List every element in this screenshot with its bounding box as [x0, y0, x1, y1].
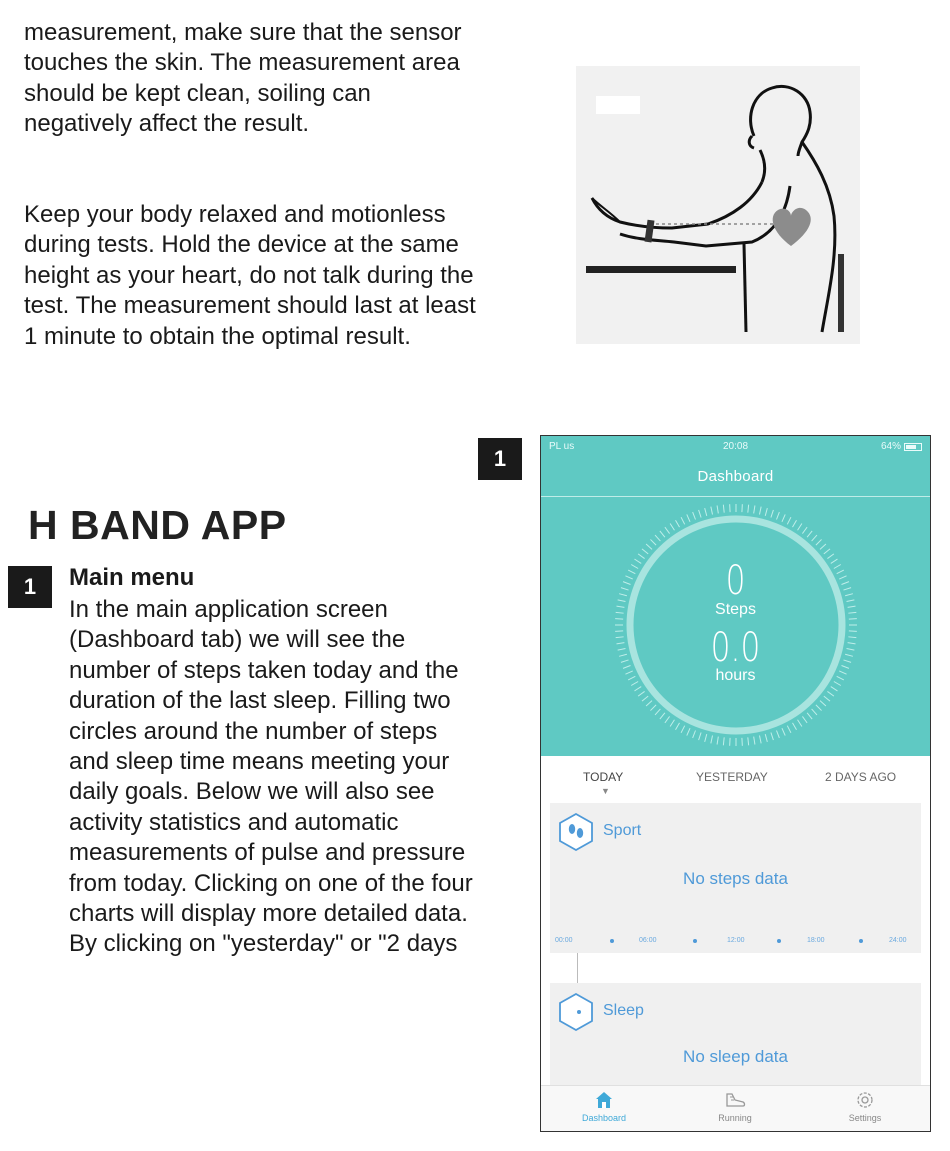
dashboard-header — [541, 436, 930, 756]
timeline-label: 12:00 — [727, 937, 745, 944]
status-bar — [541, 436, 930, 456]
battery-icon — [904, 443, 922, 451]
status-battery-text: 64% — [880, 441, 901, 452]
ring-tick — [812, 535, 817, 541]
ring-tick — [824, 696, 830, 701]
status-right — [881, 441, 922, 452]
ring-tick — [705, 508, 707, 516]
gear-icon — [855, 1090, 875, 1110]
timeline-label: 24:00 — [889, 937, 907, 944]
ring-tick — [816, 705, 822, 711]
item-body: In the main application screen (Dashboard tab) we will see the number of steps taken today and the duration of the last sleep. Filling two circles around the number of steps and sleep time means meeting your daily goals. Below we will also see activity statistics and automatic measurements of pulse and pressure from today. Clicking on one of the four charts will display more detailed data. By clicking on "yesterday" or "2 days — [69, 596, 473, 958]
ring-tick — [802, 716, 807, 722]
ring-tick — [827, 554, 833, 559]
card-connector — [577, 953, 578, 983]
ring-tick — [776, 730, 779, 737]
header-divider — [541, 496, 930, 497]
ring-tick — [748, 737, 749, 745]
ring-tick — [699, 732, 701, 740]
steps-label: Steps — [715, 601, 756, 618]
ring-tick — [787, 517, 791, 524]
ring-tick — [687, 514, 690, 521]
status-carrier: PL us — [549, 441, 575, 452]
ring-tick — [660, 531, 665, 537]
ring-tick — [655, 709, 660, 715]
item-badge: 1 — [8, 566, 52, 608]
tab-today[interactable]: TODAY — [583, 770, 624, 784]
no-sleep-message: No sleep data — [683, 1047, 788, 1066]
moon-icon — [558, 993, 594, 1031]
ring-tick — [802, 527, 807, 533]
ring-tick — [638, 554, 644, 559]
ring-tick — [816, 539, 822, 545]
timeline-label: 06:00 — [639, 937, 657, 944]
sport-card[interactable] — [550, 803, 921, 953]
day-tabs — [541, 756, 930, 802]
ring-tick — [807, 531, 812, 537]
ring-tick — [642, 696, 648, 701]
ring-tick — [812, 709, 817, 715]
nav-settings[interactable] — [825, 1090, 905, 1123]
ring-tick — [782, 728, 785, 735]
nav-running[interactable] — [695, 1090, 775, 1123]
intro-paragraph-1: measurement, make sure that the sensor touches the skin. The measurement area should be kept clean, soiling can negatively affect the result. — [24, 19, 462, 138]
ring-tick — [638, 691, 644, 696]
shoe-icon — [723, 1090, 747, 1110]
ring-tick — [681, 517, 685, 524]
ring-tick — [665, 716, 670, 722]
measurement-posture-illustration — [576, 66, 860, 344]
ring-tick — [687, 728, 690, 735]
ring-tick — [717, 737, 718, 745]
app-screenshot — [540, 435, 931, 1132]
ring-tick — [670, 720, 674, 727]
sleep-card[interactable] — [550, 983, 921, 1085]
ring-tick — [754, 505, 755, 513]
timeline-label: 18:00 — [807, 937, 825, 944]
ring-tick — [711, 507, 713, 515]
home-icon — [594, 1090, 614, 1110]
sleep-hours-label: hours — [715, 667, 756, 684]
timeline-dot — [610, 939, 614, 943]
ring-tick — [771, 732, 773, 740]
ring-tick — [824, 549, 830, 554]
ring-tick — [676, 723, 680, 730]
sleep-hours-value[interactable]: 0.0 — [710, 625, 761, 671]
ring-tick — [635, 687, 642, 691]
ring-tick — [650, 705, 656, 711]
steps-value[interactable]: 0 — [725, 558, 746, 604]
ring-tick — [782, 514, 785, 521]
ring-tick — [723, 505, 724, 513]
section-title: H BAND APP — [28, 502, 287, 548]
sleep-label: Sleep — [603, 1002, 644, 1019]
ring-tick — [699, 510, 701, 518]
ring-tick — [748, 505, 749, 513]
bottom-nav — [541, 1085, 930, 1132]
ring-tick — [693, 730, 696, 737]
ring-tick — [646, 701, 652, 706]
timeline-dot — [693, 939, 697, 943]
timeline-label: 00:00 — [555, 937, 573, 944]
status-time: 20:08 — [722, 441, 749, 452]
ring-tick — [646, 544, 652, 549]
ring-tick — [820, 701, 826, 706]
ring-tick — [771, 510, 773, 518]
step-badge: 1 — [478, 438, 522, 480]
ring-tick — [793, 723, 797, 730]
no-steps-message: No steps data — [683, 869, 788, 888]
ring-tick — [765, 734, 767, 742]
tab-indicator-icon: ▼ — [601, 786, 610, 796]
ring-tick — [723, 737, 724, 745]
ring-tick — [705, 734, 707, 742]
ring-tick — [754, 737, 755, 745]
ring-tick — [655, 535, 660, 541]
sport-label: Sport — [603, 822, 642, 839]
timeline-dot — [777, 939, 781, 943]
ring-tick — [798, 524, 802, 531]
ring-tick — [793, 520, 797, 527]
timeline-dot — [859, 939, 863, 943]
ring-tick — [711, 736, 713, 744]
nav-running-label: Running — [718, 1113, 752, 1123]
ring-tick — [820, 544, 826, 549]
ring-tick — [676, 520, 680, 527]
ring-tick — [827, 691, 833, 696]
ring-tick — [759, 507, 761, 515]
sport-timeline — [555, 937, 915, 949]
ring-tick — [717, 505, 718, 513]
tab-yesterday[interactable]: YESTERDAY — [696, 770, 768, 784]
ring-tick — [660, 713, 665, 719]
footsteps-icon — [558, 813, 594, 851]
item-title: Main menu — [69, 564, 195, 591]
nav-dashboard-label: Dashboard — [581, 1113, 627, 1123]
ring-tick — [787, 726, 791, 733]
intro-paragraph-2: Keep your body relaxed and motionless during tests. Hold the device at the same height as your heart, do not talk during the test. The measurement should last at least 1 minute to obtain the optimal result. — [24, 201, 476, 350]
ring-tick — [831, 687, 838, 691]
nav-settings-label: Settings — [848, 1113, 882, 1123]
nav-dashboard[interactable] — [564, 1090, 644, 1123]
ring-tick — [693, 512, 696, 519]
ring-tick — [650, 539, 656, 545]
ring-tick — [665, 527, 670, 533]
ring-tick — [765, 508, 767, 516]
ring-tick — [642, 549, 648, 554]
ring-tick — [776, 512, 779, 519]
page-title: Dashboard — [697, 468, 774, 485]
ring-tick — [807, 713, 812, 719]
ring-tick — [759, 736, 761, 744]
ring-tick — [681, 726, 685, 733]
tab-2-days-ago[interactable]: 2 DAYS AGO — [825, 770, 897, 784]
ring-tick — [670, 524, 674, 531]
ring-tick — [798, 720, 802, 727]
